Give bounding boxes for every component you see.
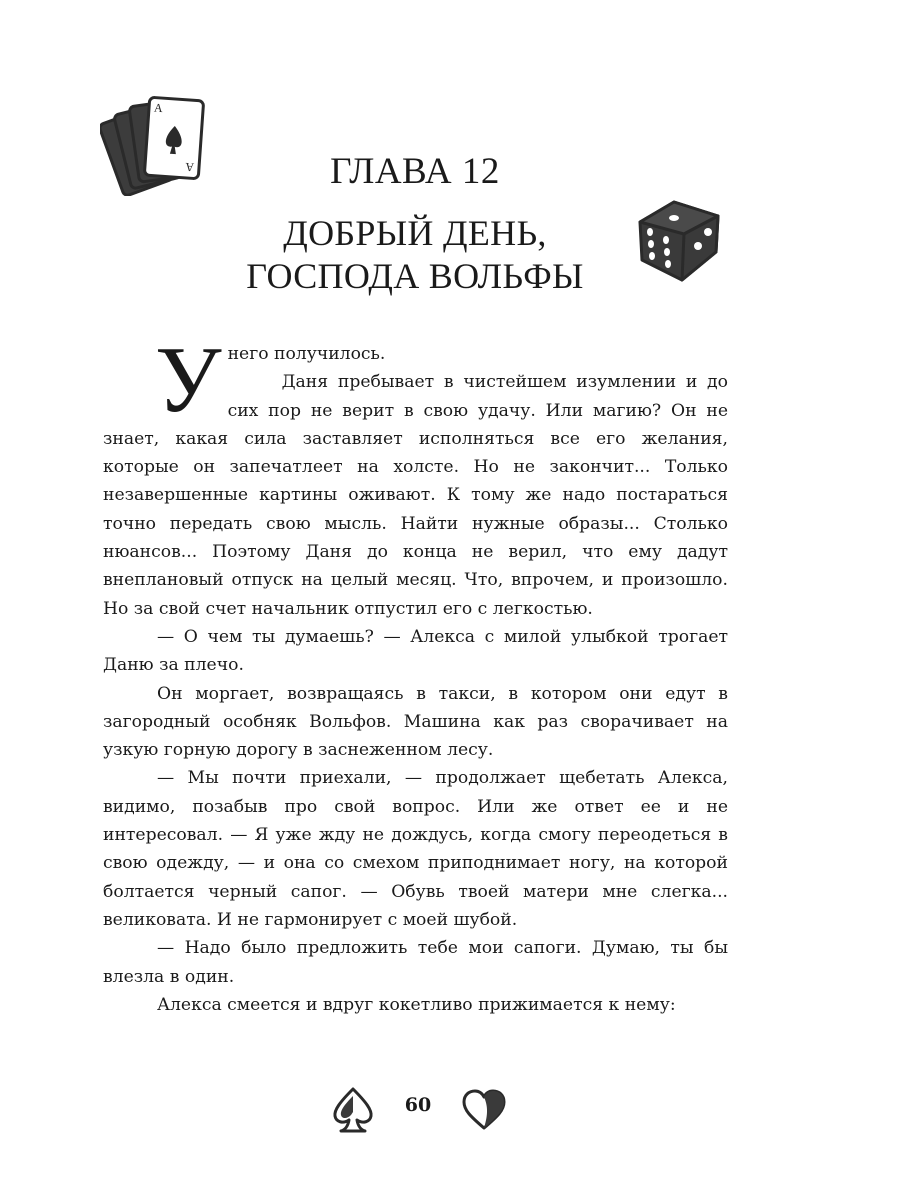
chapter-label: ГЛАВА 12 (330, 151, 500, 192)
drop-cap: У (155, 328, 222, 432)
paragraph-7: Алекса смеется и вдруг кокетливо прижимается к нему: (157, 994, 676, 1015)
svg-text:A: A (153, 100, 164, 116)
spade-icon (330, 1086, 376, 1134)
paragraph-1 (103, 328, 728, 432)
chapter-title (0, 212, 830, 298)
paragraph-3: — О чем ты думаешь? — Алекса с милой улыбкой трогает Даню за плечо. (103, 626, 728, 676)
paragraph-4: Он моргает, возвращаясь в такси, в котором они едут в загородный особняк Вольфов. Машина как раз сворачивает на узкую горную дорогу в заснеженном лесу. (103, 683, 728, 761)
paragraph-2: Даня пребывает в чистейшем изумлении и до сих пор не верит в свою удачу. Или магию? Он не знает, какая сила заставляет исполняться все его желания, которые он запечатлеет на холсте. Но не закончит... Только незавершенные картины оживают. К тому же надо постараться точно передать свою мысль. Найти нужные образы... Столько нюансов... Поэтому Даня до конца не верил, что ему дадут внеплановый отпуск на целый месяц. Что, впрочем, и произошло. Но за свой счет начальник отпустил его с легкостью. (103, 372, 728, 619)
paragraph-1-text: него получилось. (227, 344, 386, 364)
body-text (103, 328, 728, 1019)
paragraph-6: — Надо было предложить тебе мои сапоги. Думаю, ты бы влезла в один. (103, 938, 728, 987)
chapter-title-line-1: ДОБРЫЙ ДЕНЬ, (283, 213, 547, 253)
page-number: 60 (404, 1094, 432, 1116)
heart-icon (462, 1088, 506, 1132)
chapter-title-line-2: ГОСПОДА ВОЛЬФЫ (246, 256, 584, 296)
page-footer (0, 1086, 836, 1134)
svg-text:A: A (184, 159, 195, 175)
paragraph-5: — Мы почти приехали, — продолжает щебетать Алекса, видимо, позабыв про свой вопрос. Или же ответ ее и не интересовал. — Я уже жду не дождусь, когда смогу переодеться в свою одежду, — и она со смехом приподнимает ногу, на которой болтается черный сапог. — Обувь твоей матери мне слегка... великовата. И не гармонирует с моей шубой. (103, 768, 728, 930)
